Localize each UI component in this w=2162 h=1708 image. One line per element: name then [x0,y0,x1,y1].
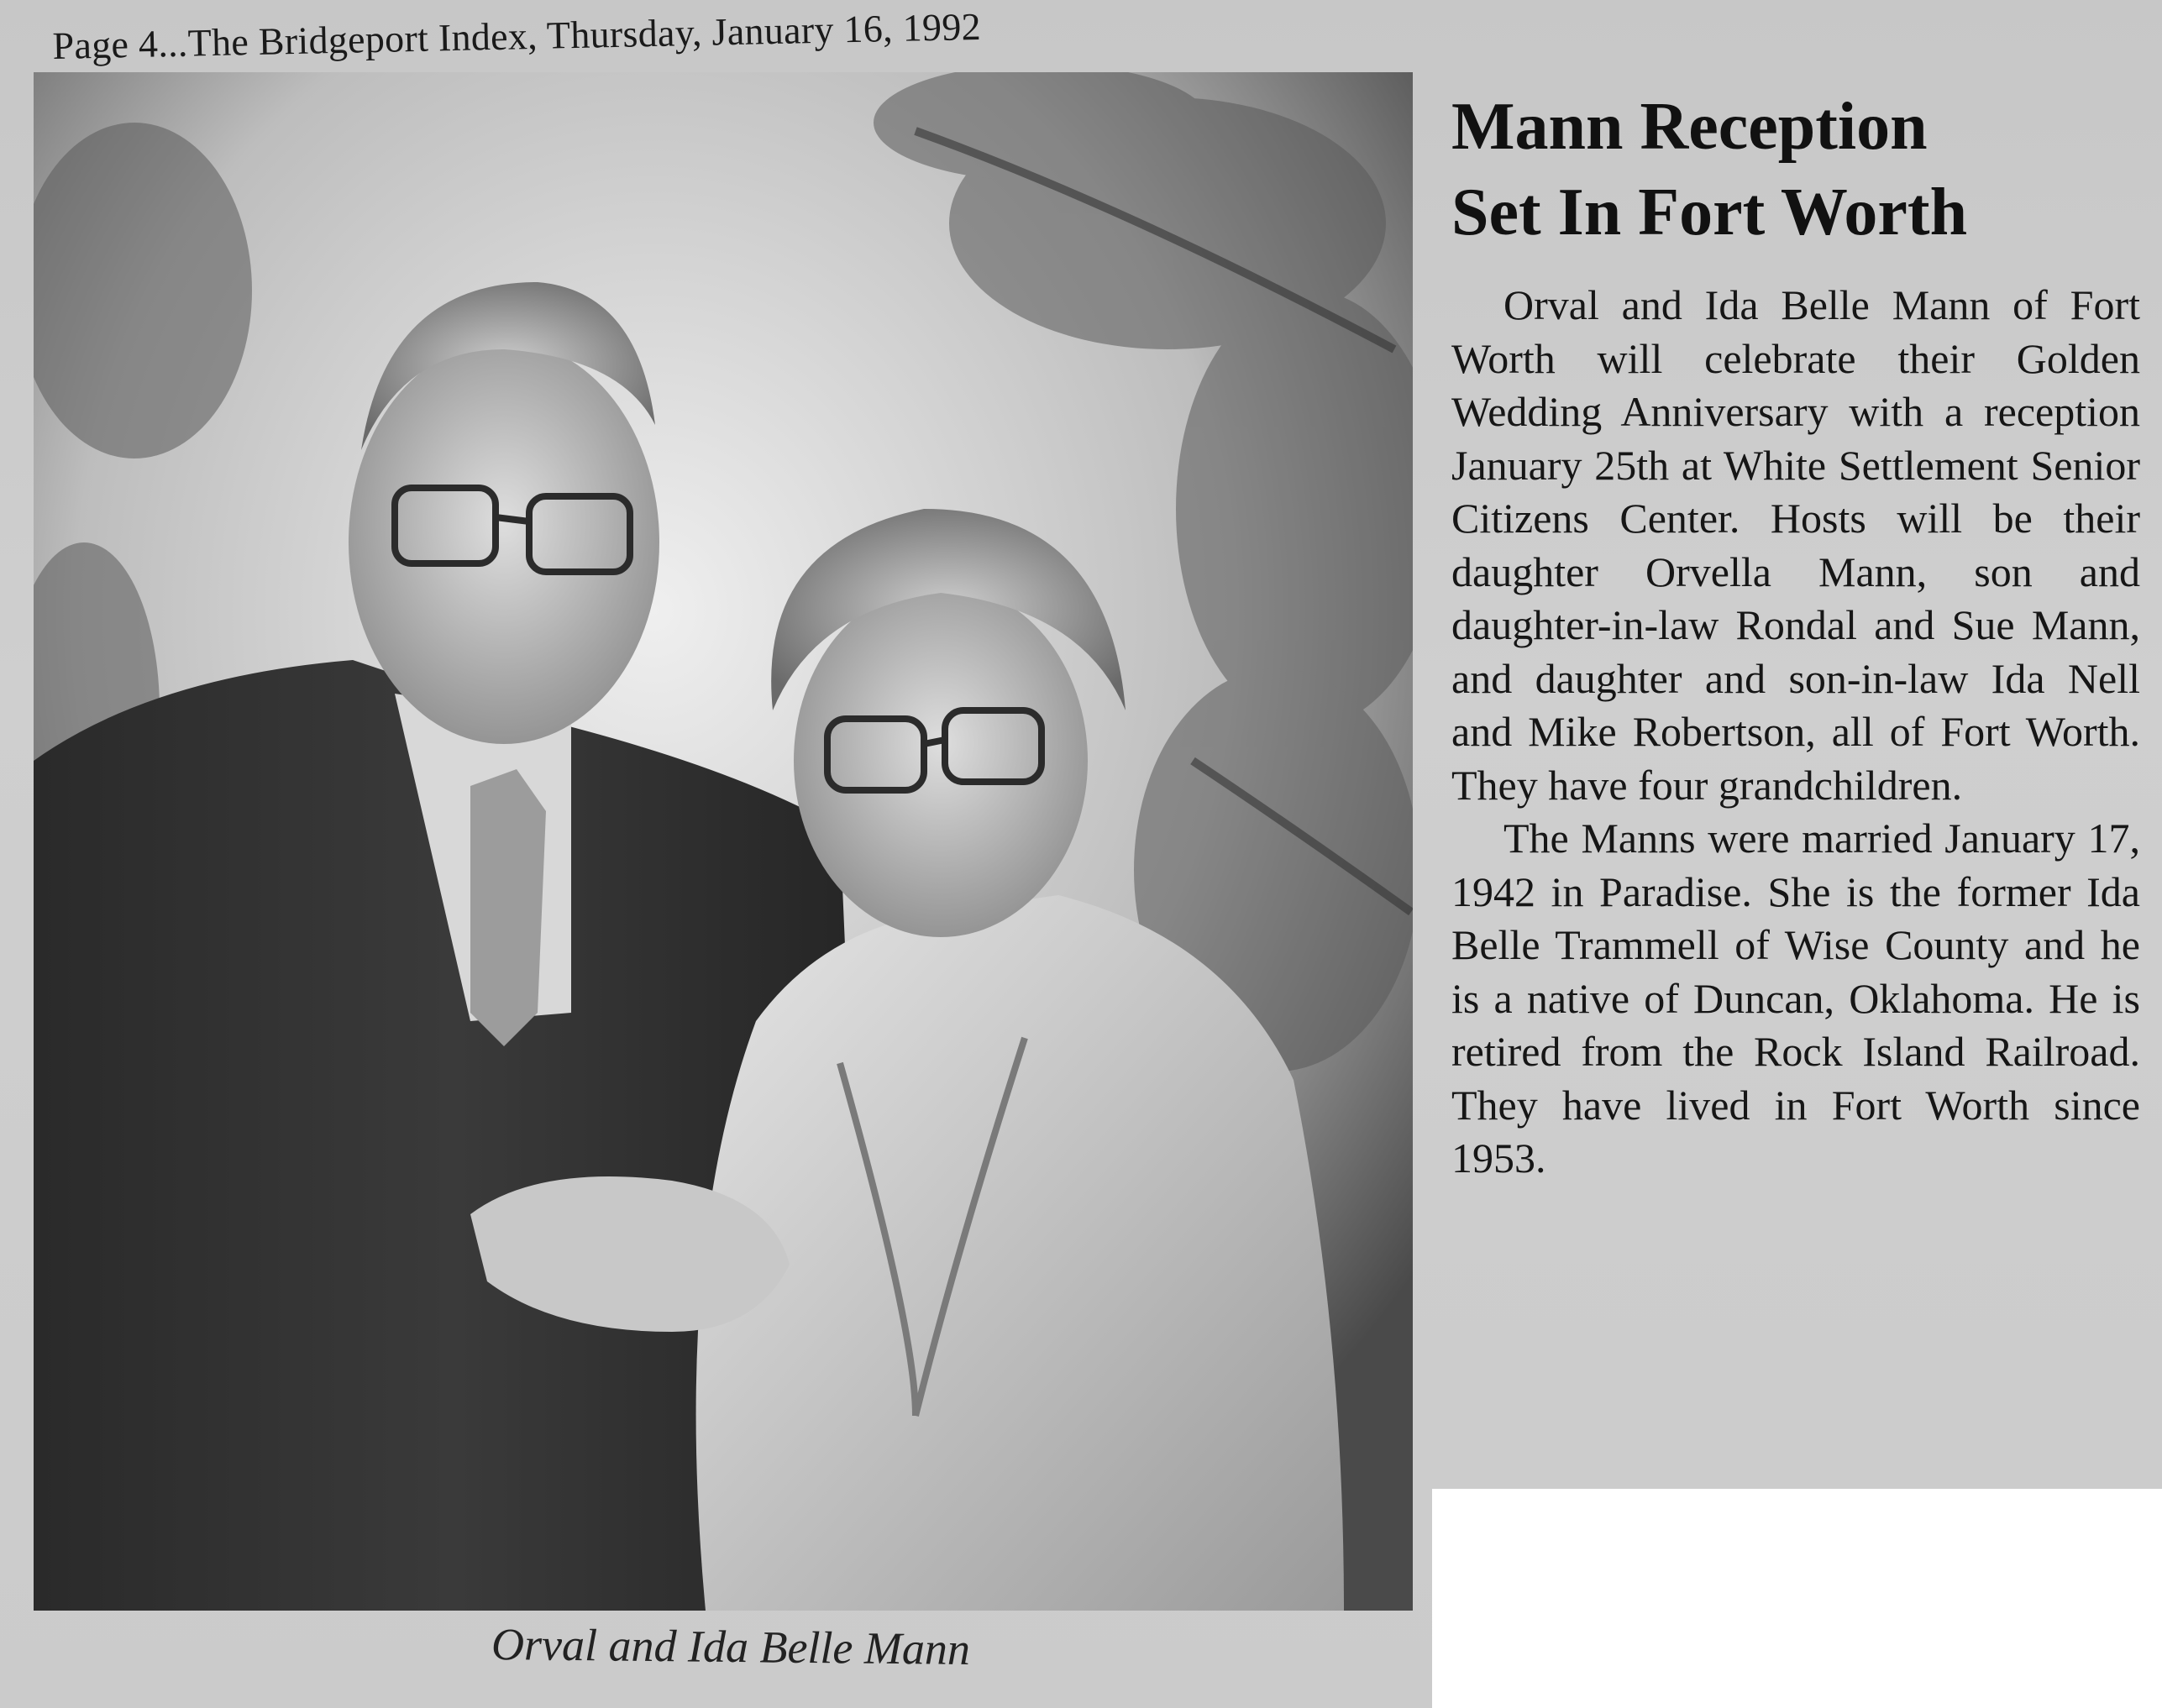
headline-line-2: Set In Fort Worth [1451,176,1968,249]
article-body [1451,279,2140,1186]
blank-corner [1432,1489,2162,1708]
article [1451,84,2140,1186]
headline [1451,84,2140,255]
page-header: Page 4...The Bridgeport Index, Thursday, January 16, 1992 [52,4,982,67]
article-paragraph: The Manns were married January 17, 1942 in Paradise. She is the former Ida Belle Trammell of Wise County and he is a native of Duncan, Oklahoma. He is retired from the Rock Island Railroad. They have lived in Fort Worth since 1953. [1451,815,2140,1181]
photo-image [34,72,1413,1611]
photo-caption: Orval and Ida Belle Mann [491,1619,971,1674]
article-paragraph: Orval and Ida Belle Mann of Fort Worth will celebrate their Golden Wedding Anniversary with a reception January 25th at White Settlement Senior Citizens Center. Hosts will be their daughter Orvella Mann, son and daughter-in-law Rondal and Sue Mann, and daughter and son-in-law Ida Nell and Mike Robertson, all of Fort Worth. They have four grandchildren. [1451,281,2140,809]
headline-line-1: Mann Reception [1451,90,1928,164]
couple-photo [34,72,1413,1611]
